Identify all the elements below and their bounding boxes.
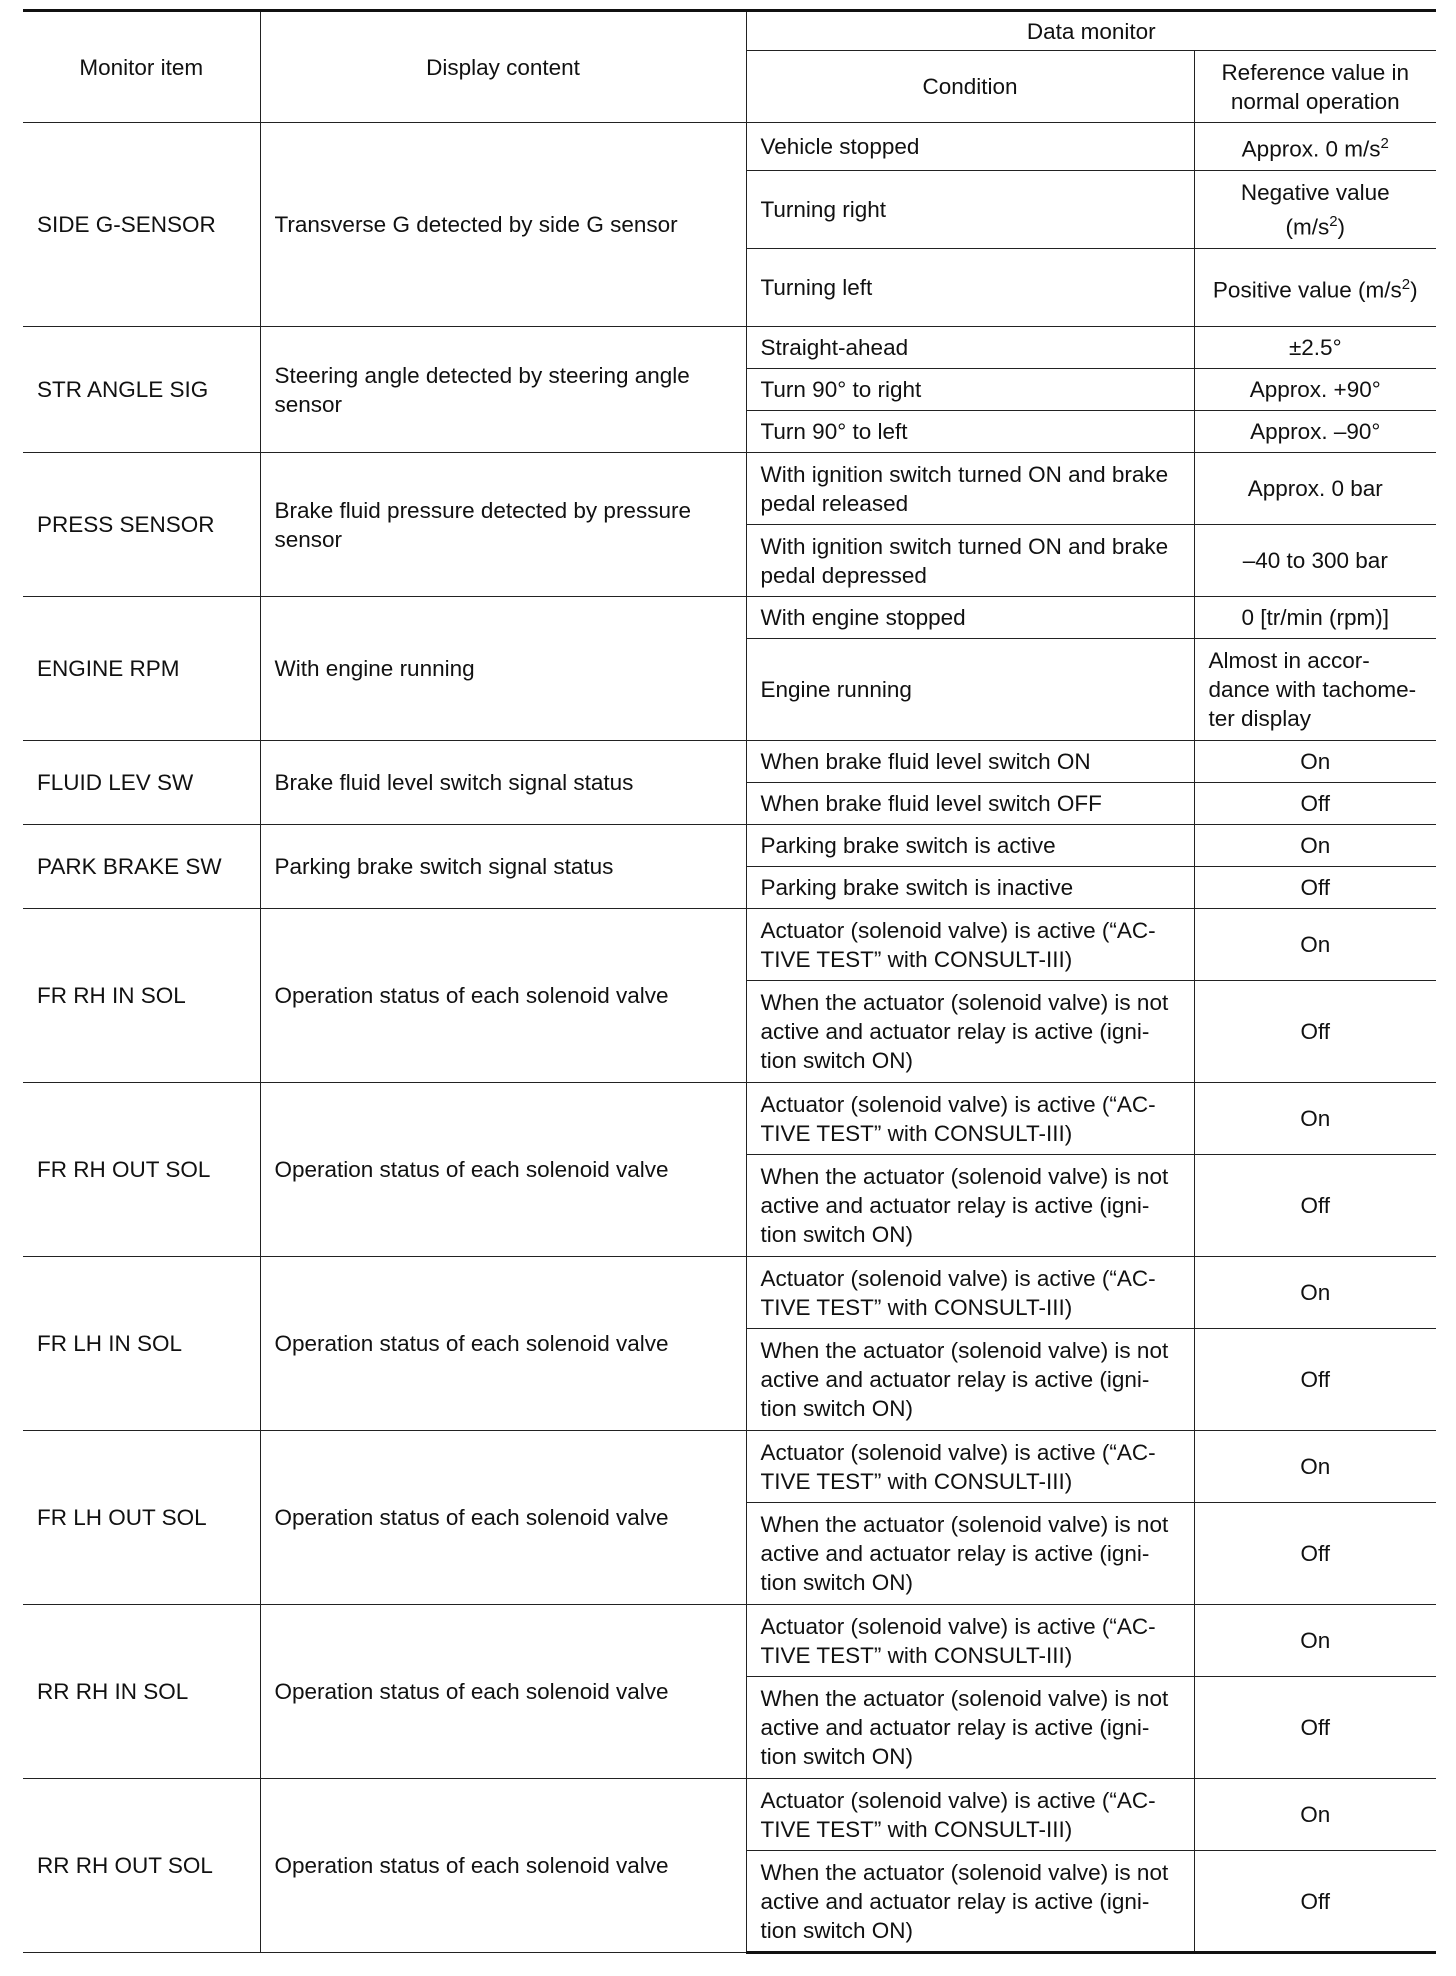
table-row — [23, 123, 1436, 171]
reference-value-text: Off — [1300, 1541, 1331, 1566]
reference-value-text: Off — [1300, 1888, 1331, 1914]
condition-cell: Vehicle stopped — [746, 123, 1194, 171]
reference-value-text: Off — [1300, 1715, 1331, 1740]
reference-value-cell — [1194, 369, 1436, 411]
condition-cell: Parking brake switch is active — [746, 825, 1194, 867]
reference-value-cell — [1194, 123, 1436, 171]
display-content-cell: Operation status of each solenoid valve — [260, 909, 746, 1083]
reference-value-cell — [1194, 1083, 1436, 1155]
reference-value-text: Off — [1300, 1367, 1331, 1392]
reference-value-text: Approx. –90° — [1250, 419, 1381, 444]
reference-value-cell — [1194, 1257, 1436, 1329]
reference-value-cell — [1194, 453, 1436, 525]
display-content-cell: Operation status of each solenoid valve — [260, 1083, 746, 1257]
reference-value-text: Off — [1300, 791, 1331, 816]
reference-value-text: On — [1300, 1106, 1331, 1131]
reference-value-text: On — [1300, 833, 1331, 858]
reference-value-cell — [1194, 783, 1436, 825]
condition-cell: Actuator (solenoid valve) is active (“AC- TIVE TEST” with CONSULT-III) — [746, 1257, 1194, 1329]
reference-value-text: Negative value (m/s — [1240, 179, 1390, 240]
reference-value-cell — [1194, 639, 1436, 741]
condition-cell: Engine running — [746, 639, 1194, 741]
condition-cell: Parking brake switch is inactive — [746, 867, 1194, 909]
reference-value-text: –40 to 300 bar — [1242, 548, 1388, 573]
monitor-item-cell: RR RH IN SOL — [23, 1605, 260, 1779]
condition-cell: With engine stopped — [746, 597, 1194, 639]
condition-cell: When the actuator (solenoid valve) is not active and actuator relay is active (igni- tion switch ON) — [746, 1677, 1194, 1779]
table-row — [23, 1257, 1436, 1329]
data-monitor-table — [23, 9, 1436, 1954]
condition-cell: When the actuator (solenoid valve) is not active and actuator relay is active (igni- tion switch ON) — [746, 1329, 1194, 1431]
reference-value-text: ±2.5° — [1288, 335, 1342, 360]
reference-value-cell — [1194, 327, 1436, 369]
reference-value-text: On — [1300, 749, 1331, 774]
table-row — [23, 1431, 1436, 1503]
reference-value-cell — [1194, 1329, 1436, 1431]
condition-cell: Actuator (solenoid valve) is active (“AC- TIVE TEST” with CONSULT-III) — [746, 1779, 1194, 1851]
table-row — [23, 825, 1436, 867]
reference-value-cell — [1194, 1779, 1436, 1851]
reference-value-text: Almost in accor- dance with tachome- ter display — [1208, 648, 1417, 731]
table-body — [23, 123, 1436, 1953]
reference-value-text: Approx. 0 m/s — [1241, 136, 1381, 162]
condition-cell: Actuator (solenoid valve) is active (“AC- TIVE TEST” with CONSULT-III) — [746, 909, 1194, 981]
monitor-item-cell: FR LH IN SOL — [23, 1257, 260, 1431]
condition-cell: Turn 90° to right — [746, 369, 1194, 411]
table-row — [23, 1605, 1436, 1677]
header-monitor-item: Monitor item — [23, 11, 260, 123]
reference-value-cell — [1194, 171, 1436, 249]
reference-value-cell — [1194, 1431, 1436, 1503]
table-row — [23, 1779, 1436, 1851]
reference-value-cell — [1194, 1677, 1436, 1779]
display-content-cell: Brake fluid pressure detected by pressure sensor — [260, 453, 746, 597]
monitor-item-cell: PRESS SENSOR — [23, 453, 260, 597]
condition-cell: Actuator (solenoid valve) is active (“AC- TIVE TEST” with CONSULT-III) — [746, 1083, 1194, 1155]
reference-value-text: On — [1300, 1802, 1331, 1827]
condition-cell: Actuator (solenoid valve) is active (“AC- TIVE TEST” with CONSULT-III) — [746, 1605, 1194, 1677]
monitor-item-cell: PARK BRAKE SW — [23, 825, 260, 909]
monitor-item-cell: ENGINE RPM — [23, 597, 260, 741]
table-row — [23, 909, 1436, 981]
display-content-cell: Transverse G detected by side G sensor — [260, 123, 746, 327]
header-condition: Condition — [746, 51, 1194, 123]
table-row — [23, 741, 1436, 783]
reference-value-cell — [1194, 597, 1436, 639]
reference-value-cell — [1194, 249, 1436, 327]
reference-value-cell — [1194, 741, 1436, 783]
reference-value-text: 0 [tr/min (rpm)] — [1241, 605, 1389, 630]
unit-suffix: ) — [1337, 214, 1346, 240]
condition-cell: When the actuator (solenoid valve) is not active and actuator relay is active (igni- tion switch ON) — [746, 1155, 1194, 1257]
unit-exponent: 2 — [1401, 276, 1411, 294]
reference-value-text: Off — [1300, 875, 1331, 900]
condition-cell: When brake fluid level switch OFF — [746, 783, 1194, 825]
display-content-cell: Parking brake switch signal status — [260, 825, 746, 909]
reference-value-cell — [1194, 909, 1436, 981]
table-row — [23, 327, 1436, 369]
reference-value-text: On — [1300, 1454, 1331, 1479]
condition-cell: Actuator (solenoid valve) is active (“AC- TIVE TEST” with CONSULT-III) — [746, 1431, 1194, 1503]
condition-cell: Turning left — [746, 249, 1194, 327]
display-content-cell: Operation status of each solenoid valve — [260, 1779, 746, 1953]
monitor-item-cell: FR RH OUT SOL — [23, 1083, 260, 1257]
display-content-cell: Operation status of each solenoid valve — [260, 1431, 746, 1605]
display-content-cell: Operation status of each solenoid valve — [260, 1605, 746, 1779]
monitor-item-cell: SIDE G-SENSOR — [23, 123, 260, 327]
reference-value-text: On — [1300, 1628, 1331, 1653]
display-content-cell: With engine running — [260, 597, 746, 741]
condition-cell: When the actuator (solenoid valve) is not active and actuator relay is active (igni- tion switch ON) — [746, 981, 1194, 1083]
condition-cell: With ignition switch turned ON and brake pedal depressed — [746, 525, 1194, 597]
header-display-content: Display content — [260, 11, 746, 123]
header-reference-value: Reference value in normal operation — [1194, 51, 1436, 123]
unit-exponent: 2 — [1329, 212, 1338, 230]
condition-cell: With ignition switch turned ON and brake pedal released — [746, 453, 1194, 525]
reference-value-text: Off — [1300, 1019, 1331, 1044]
header-data-monitor: Data monitor — [746, 11, 1436, 51]
reference-value-text: Approx. 0 bar — [1247, 476, 1383, 501]
table-row — [23, 453, 1436, 525]
display-content-cell: Operation status of each solenoid valve — [260, 1257, 746, 1431]
reference-value-text: On — [1300, 932, 1331, 957]
monitor-item-cell: FLUID LEV SW — [23, 741, 260, 825]
table-row — [23, 1083, 1436, 1155]
monitor-item-cell: RR RH OUT SOL — [23, 1779, 260, 1953]
condition-cell: Turning right — [746, 171, 1194, 249]
reference-value-cell — [1194, 525, 1436, 597]
reference-value-cell — [1194, 411, 1436, 453]
reference-value-cell — [1194, 867, 1436, 909]
reference-value-text: Positive value (m/s — [1212, 277, 1402, 303]
display-content-cell: Brake fluid level switch signal status — [260, 741, 746, 825]
reference-value-text: Off — [1300, 1193, 1331, 1218]
reference-value-cell — [1194, 1155, 1436, 1257]
unit-exponent: 2 — [1380, 135, 1389, 153]
reference-value-cell — [1194, 981, 1436, 1083]
monitor-item-cell: FR RH IN SOL — [23, 909, 260, 1083]
reference-value-text: Approx. +90° — [1249, 377, 1381, 402]
unit-suffix: ) — [1410, 277, 1418, 303]
condition-cell: Straight-ahead — [746, 327, 1194, 369]
reference-value-cell — [1194, 1503, 1436, 1605]
reference-value-cell — [1194, 825, 1436, 867]
monitor-item-cell: STR ANGLE SIG — [23, 327, 260, 453]
display-content-cell: Steering angle detected by steering angle sensor — [260, 327, 746, 453]
reference-value-text: On — [1300, 1280, 1331, 1305]
table-row — [23, 597, 1436, 639]
condition-cell: Turn 90° to left — [746, 411, 1194, 453]
data-monitor-sheet — [23, 9, 1436, 1954]
monitor-item-cell: FR LH OUT SOL — [23, 1431, 260, 1605]
condition-cell: When the actuator (solenoid valve) is not active and actuator relay is active (igni- tion switch ON) — [746, 1503, 1194, 1605]
reference-value-cell — [1194, 1851, 1436, 1953]
table-header — [23, 11, 1436, 123]
condition-cell: When the actuator (solenoid valve) is not active and actuator relay is active (igni- tion switch ON) — [746, 1851, 1194, 1953]
reference-value-cell — [1194, 1605, 1436, 1677]
condition-cell: When brake fluid level switch ON — [746, 741, 1194, 783]
